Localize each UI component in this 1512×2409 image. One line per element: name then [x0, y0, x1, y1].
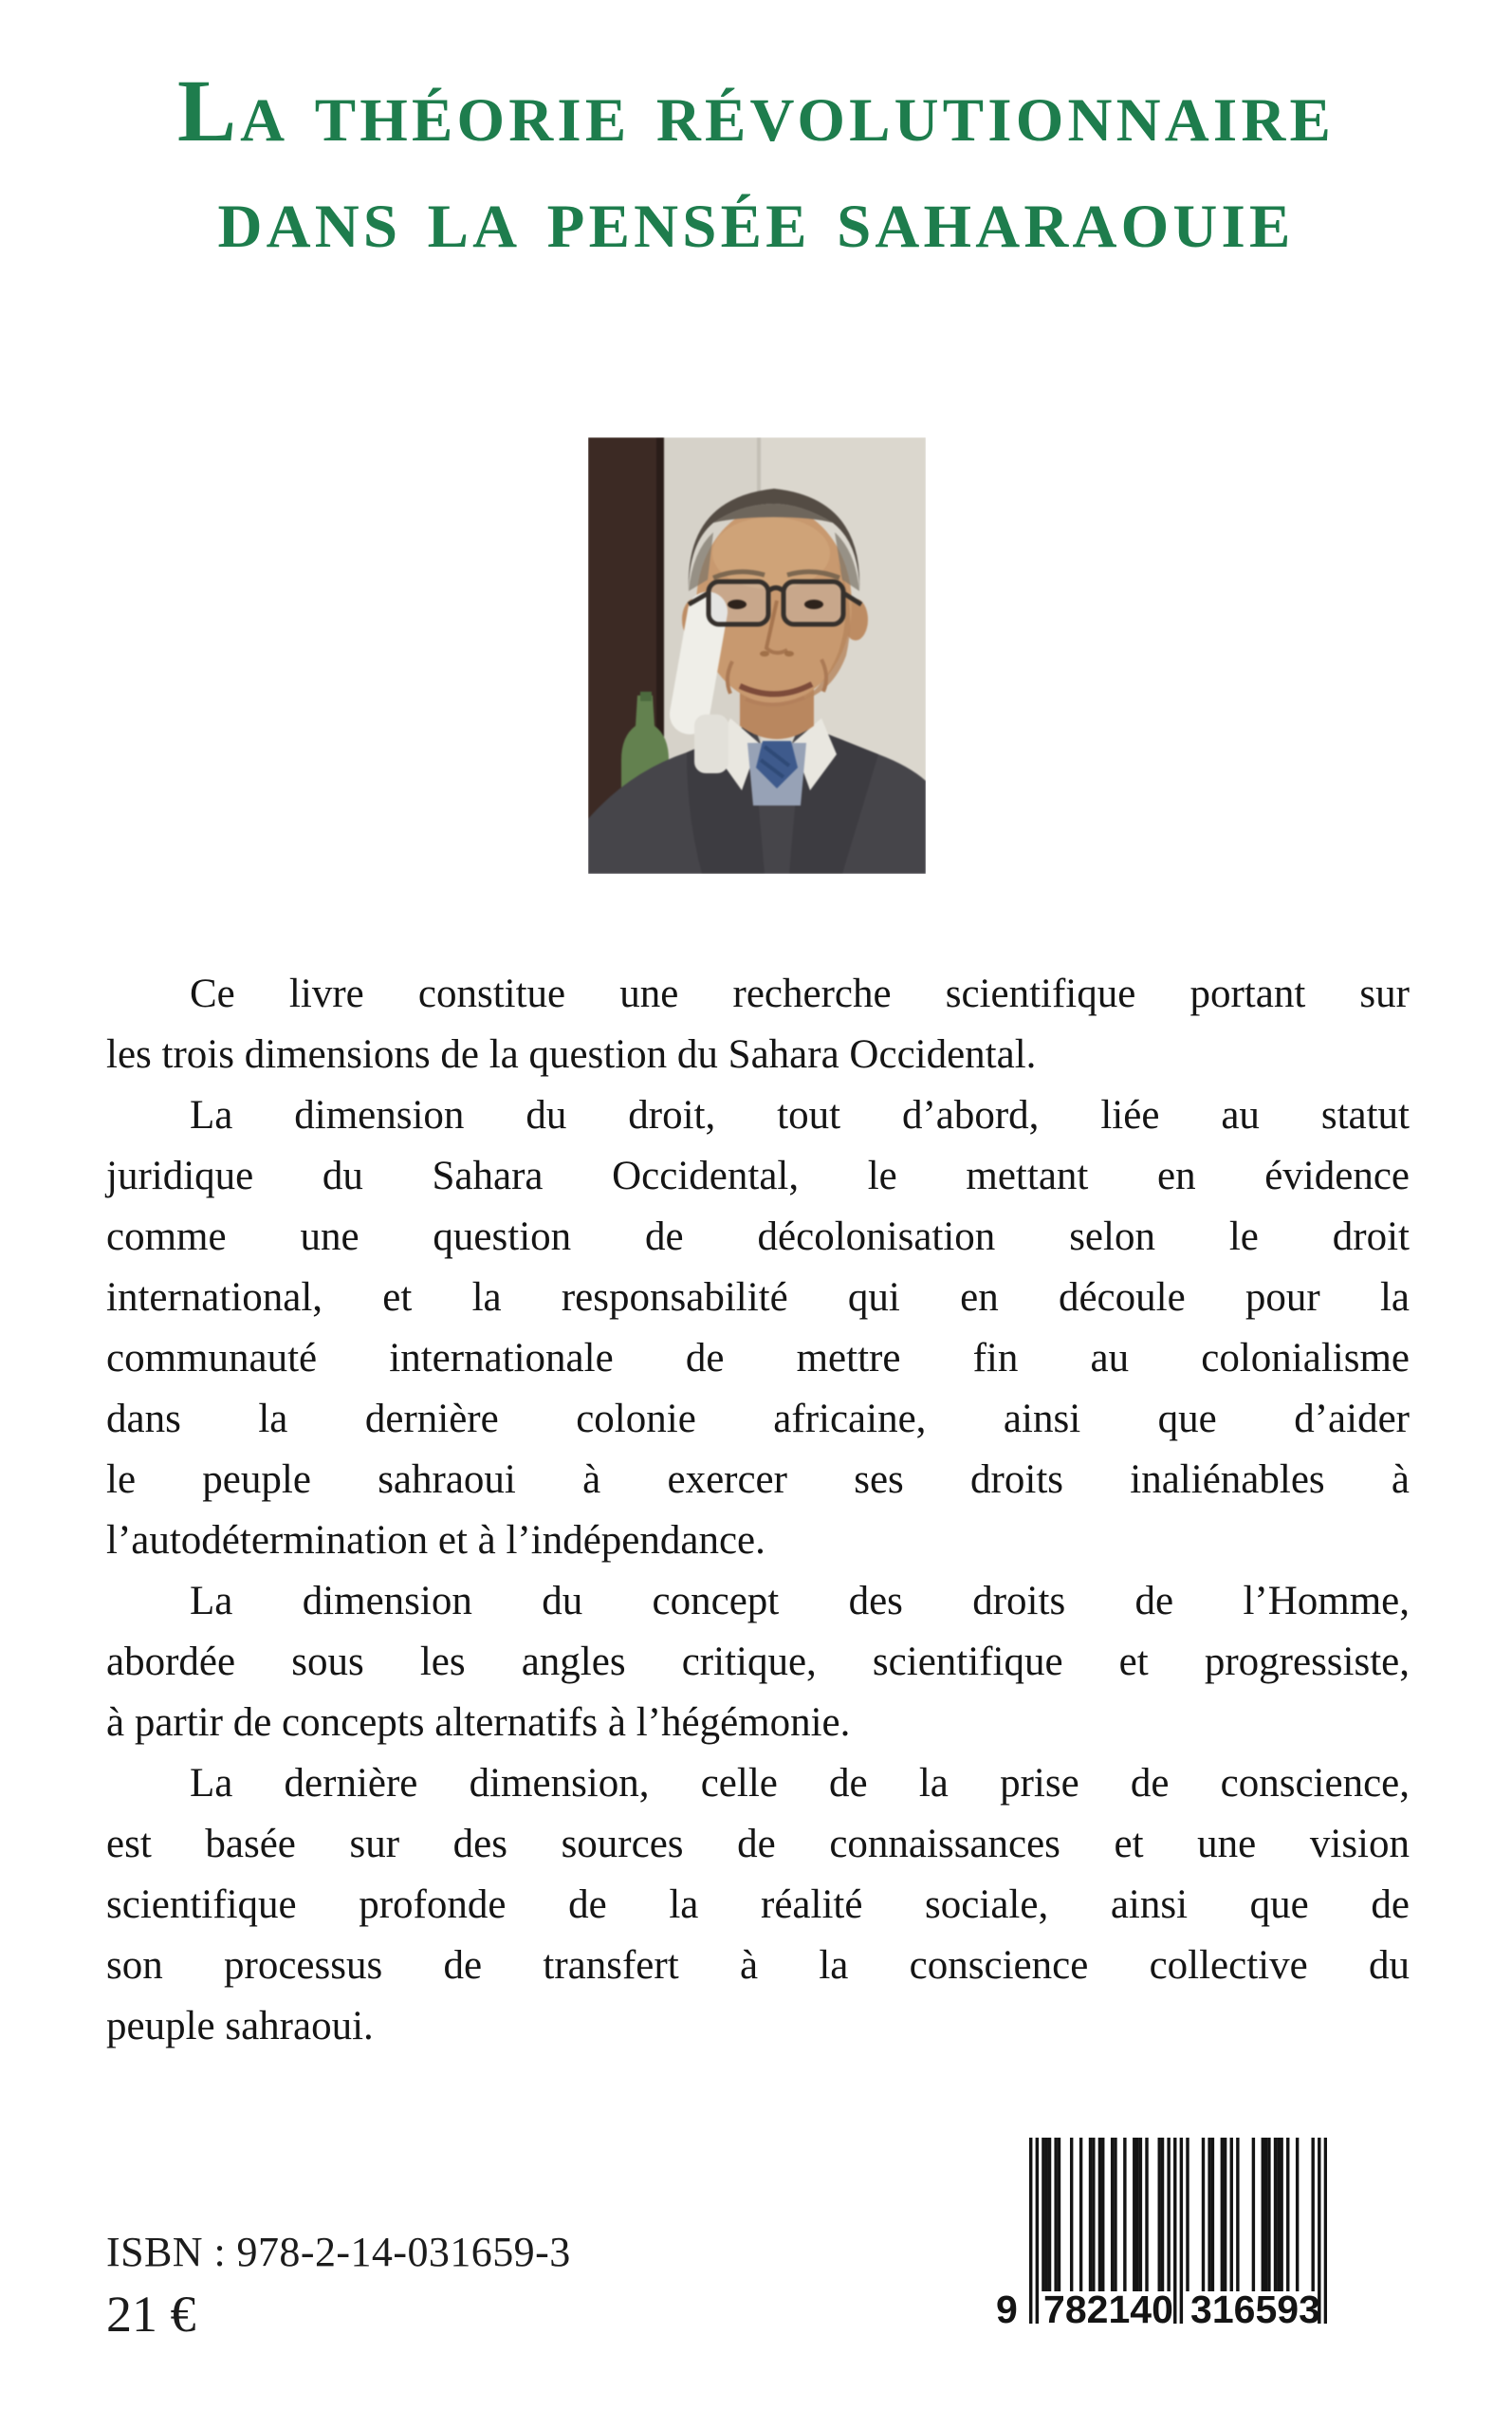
barcode-digit: 3	[1190, 2288, 1212, 2331]
barcode-first-digit	[996, 2289, 1023, 2334]
body-line: le peuple sahraoui à exercer ses droits inaliénables à	[106, 1457, 1410, 1502]
barcode-digit: 4	[1130, 2288, 1152, 2331]
author-portrait-illustration	[588, 437, 926, 874]
book-title	[0, 59, 1512, 271]
body-line: dans la dernière colonie africaine, ainsi que d’aider	[106, 1397, 1410, 1441]
body-line: La dernière dimension, celle de la prise de conscience,	[190, 1761, 1410, 1806]
barcode-digit: 7	[1043, 2288, 1065, 2331]
body-text	[106, 964, 1410, 2057]
barcode-digit: 0	[1152, 2288, 1173, 2331]
body-line: les trois dimensions de la question du Sahara Occidental.	[106, 1032, 1037, 1077]
body-line: La dimension du concept des droits de l’Homme,	[190, 1579, 1410, 1623]
body-line: La dimension du droit, tout d’abord, liée au statut	[190, 1093, 1410, 1138]
barcode-digit: 8	[1064, 2288, 1087, 2331]
paragraph	[106, 1085, 1410, 1571]
barcode-digits-group1	[1043, 2288, 1173, 2334]
body-line: son processus de transfert à la conscience collective du	[106, 1943, 1410, 1988]
barcode-digit: 1	[1211, 2288, 1234, 2331]
barcode-digit: 2	[1086, 2288, 1109, 2331]
body-line: à partir de concepts alternatifs à l’hégémonie.	[106, 1700, 851, 1745]
barcode-digit: 5	[1255, 2288, 1278, 2331]
body-line: scientifique profonde de la réalité sociale, ainsi que de	[106, 1882, 1410, 1927]
body-line: communauté internationale de mettre fin au colonialisme	[106, 1336, 1410, 1381]
isbn-text: ISBN : 978-2-14-031659-3	[106, 2229, 571, 2275]
body-line: international, et la responsabilité qui en découle pour la	[106, 1275, 1410, 1320]
body-line: abordée sous les angles critique, scientifique et progressiste,	[106, 1640, 1410, 1684]
book-title-line2: dans la pensée saharaouie	[217, 169, 1295, 267]
barcode-digit: 9	[1277, 2288, 1300, 2331]
paragraph	[106, 1571, 1410, 1753]
barcode-digit: 6	[1233, 2288, 1256, 2331]
book-title-line1: La théorie révolutionnaire	[176, 63, 1336, 160]
price-text: 21 €	[106, 2286, 196, 2343]
barcode-digit: 3	[1299, 2288, 1320, 2331]
body-line: juridique du Sahara Occidental, le mettant en évidence	[106, 1154, 1410, 1198]
barcode-digit: 9	[996, 2288, 1018, 2331]
paragraph	[106, 964, 1410, 1085]
body-line: comme une question de décolonisation selon le droit	[106, 1214, 1410, 1259]
body-line: peuple sahraoui.	[106, 2004, 374, 2048]
body-line: est basée sur des sources de connaissances et une vision	[106, 1822, 1410, 1866]
body-line: l’autodétermination et à l’indépendance.	[106, 1518, 765, 1563]
body-line: Ce livre constitue une recherche scientifique portant sur	[190, 972, 1410, 1016]
ean13-barcode	[996, 2138, 1330, 2339]
paragraph	[106, 1753, 1410, 2057]
barcode-digit: 1	[1108, 2288, 1131, 2331]
barcode-digits-group2	[1190, 2288, 1320, 2334]
author-photo	[588, 437, 926, 874]
